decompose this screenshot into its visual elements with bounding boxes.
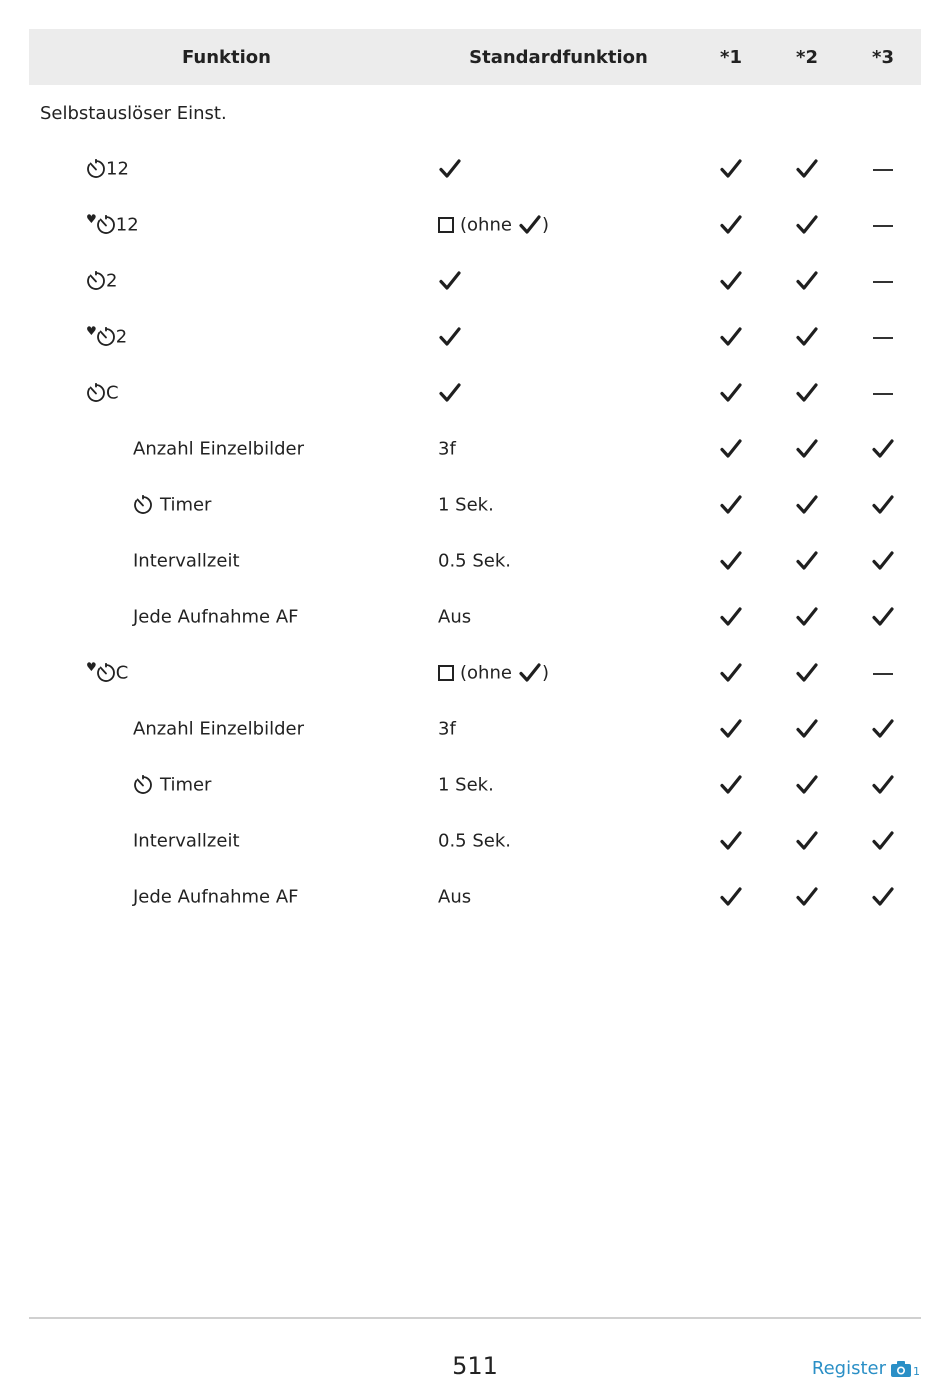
register-subscript: 1 — [913, 1364, 920, 1378]
mode-2-cell — [769, 869, 845, 925]
default-cell — [424, 757, 693, 813]
mode-1-check-icon — [719, 549, 743, 573]
table-row — [29, 813, 921, 869]
default-cell — [424, 421, 693, 477]
mode-2-cell — [769, 253, 845, 309]
mode-3-cell — [845, 253, 921, 309]
indent-cell — [29, 421, 74, 477]
self-timer-icon — [86, 271, 106, 291]
mode-2-check-icon — [795, 829, 819, 853]
function-label: Timer — [160, 494, 212, 516]
self-timer-icon — [86, 383, 106, 403]
function-cell — [121, 869, 424, 925]
default-text: (ohne — [460, 662, 512, 684]
function-cell — [74, 365, 424, 421]
function-label: Intervallzeit — [133, 830, 240, 852]
mode-1-check-icon — [719, 605, 743, 629]
default-text: 0.5 Sek. — [438, 550, 511, 572]
mode-2-cell — [769, 477, 845, 533]
default-cell — [424, 645, 693, 701]
function-cell — [74, 253, 424, 309]
function-cell — [121, 589, 424, 645]
mode-3-check-icon — [871, 605, 895, 629]
mode-2-cell — [769, 757, 845, 813]
mode-2-cell — [769, 533, 845, 589]
mode-2-check-icon — [795, 269, 819, 293]
mode-3-dash-icon — [873, 673, 893, 675]
mode-2-check-icon — [795, 381, 819, 405]
default-check-icon — [518, 661, 542, 685]
settings-table — [29, 29, 921, 925]
function-label: Intervallzeit — [133, 550, 240, 572]
table-row — [29, 645, 921, 701]
mode-3-cell — [845, 589, 921, 645]
function-label: Anzahl Einzelbilder — [133, 438, 304, 460]
table-row — [29, 869, 921, 925]
default-cell — [424, 701, 693, 757]
mode-1-cell — [693, 421, 769, 477]
mode-3-cell — [845, 421, 921, 477]
heart-icon: ♥ — [86, 660, 97, 675]
default-text: 1 Sek. — [438, 774, 494, 796]
mode-1-check-icon — [719, 493, 743, 517]
indent-cell — [74, 701, 121, 757]
mode-3-cell — [845, 309, 921, 365]
header-mode-3: *3 — [845, 29, 921, 85]
default-check-icon — [518, 213, 542, 237]
self-timer-icon — [86, 159, 106, 179]
default-cell — [424, 869, 693, 925]
mode-3-check-icon — [871, 773, 895, 797]
mode-1-cell — [693, 533, 769, 589]
default-text: 3f — [438, 438, 456, 460]
mode-1-cell — [693, 197, 769, 253]
camera-1-icon — [890, 1360, 920, 1378]
default-text: 0.5 Sek. — [438, 830, 511, 852]
self-timer-icon — [133, 775, 153, 795]
default-check-icon — [438, 157, 462, 181]
indent-cell — [74, 757, 121, 813]
mode-2-check-icon — [795, 717, 819, 741]
register-label: Register — [811, 1358, 886, 1379]
mode-3-check-icon — [871, 493, 895, 517]
table-row — [29, 589, 921, 645]
mode-1-cell — [693, 813, 769, 869]
mode-2-cell — [769, 309, 845, 365]
default-text: Aus — [438, 886, 472, 908]
mode-2-cell — [769, 365, 845, 421]
mode-2-cell — [769, 701, 845, 757]
header-mode-1: *1 — [693, 29, 769, 85]
indent-cell — [29, 365, 74, 421]
mode-1-check-icon — [719, 213, 743, 237]
mode-2-check-icon — [795, 549, 819, 573]
mode-2-cell — [769, 141, 845, 197]
mode-1-check-icon — [719, 661, 743, 685]
function-label: 12 — [106, 158, 129, 180]
default-cell — [424, 813, 693, 869]
default-cell — [424, 477, 693, 533]
function-label: C — [106, 382, 119, 404]
mode-3-check-icon — [871, 717, 895, 741]
table-row — [29, 253, 921, 309]
mode-1-cell — [693, 253, 769, 309]
indent-cell — [29, 701, 74, 757]
function-cell — [74, 197, 424, 253]
category-label: Selbstauslöser Einst. — [40, 102, 227, 124]
indent-cell — [74, 813, 121, 869]
self-timer-icon — [96, 663, 116, 683]
mode-3-cell — [845, 533, 921, 589]
mode-2-cell — [769, 813, 845, 869]
default-check-icon — [438, 325, 462, 349]
mode-1-cell — [693, 701, 769, 757]
mode-2-check-icon — [795, 605, 819, 629]
mode-1-cell — [693, 309, 769, 365]
mode-2-cell — [769, 589, 845, 645]
mode-2-check-icon — [795, 661, 819, 685]
mode-1-cell — [693, 645, 769, 701]
mode-2-check-icon — [795, 437, 819, 461]
indent-cell — [74, 421, 121, 477]
mode-3-cell — [845, 869, 921, 925]
default-text: (ohne — [460, 214, 512, 236]
default-suffix: ) — [541, 662, 549, 684]
mode-2-check-icon — [795, 325, 819, 349]
default-cell — [424, 365, 693, 421]
default-cell — [424, 309, 693, 365]
mode-1-cell — [693, 365, 769, 421]
indent-cell — [29, 309, 74, 365]
function-cell — [74, 141, 424, 197]
function-cell — [121, 757, 424, 813]
default-suffix: ) — [541, 214, 549, 236]
page-number: 511 — [452, 1352, 498, 1380]
table-row — [29, 757, 921, 813]
mode-3-cell — [845, 813, 921, 869]
mode-1-check-icon — [719, 437, 743, 461]
mode-1-cell — [693, 589, 769, 645]
indent-cell — [29, 197, 74, 253]
table-row — [29, 701, 921, 757]
function-label: 12 — [115, 214, 139, 236]
mode-1-check-icon — [719, 325, 743, 349]
mode-3-cell — [845, 197, 921, 253]
mode-3-dash-icon — [873, 337, 893, 339]
default-cell — [424, 197, 693, 253]
default-text: Aus — [438, 606, 472, 628]
mode-3-check-icon — [871, 885, 895, 909]
indent-cell — [29, 869, 74, 925]
mode-1-cell — [693, 757, 769, 813]
table-row — [29, 309, 921, 365]
mode-2-check-icon — [795, 157, 819, 181]
mode-3-cell — [845, 141, 921, 197]
default-cell — [424, 533, 693, 589]
mode-1-cell — [693, 869, 769, 925]
mode-2-check-icon — [795, 773, 819, 797]
mode-3-cell — [845, 757, 921, 813]
indent-cell — [29, 477, 74, 533]
indent-cell — [74, 869, 121, 925]
indent-cell — [74, 533, 121, 589]
mode-1-check-icon — [719, 829, 743, 853]
indent-cell — [29, 253, 74, 309]
table-row — [29, 365, 921, 421]
self-timer-icon — [96, 215, 116, 235]
mode-3-dash-icon — [873, 169, 893, 171]
header-funktion: Funktion — [29, 29, 424, 85]
table-row — [29, 477, 921, 533]
function-label: Anzahl Einzelbilder — [133, 718, 304, 740]
mode-3-cell — [845, 645, 921, 701]
mode-1-check-icon — [719, 381, 743, 405]
mode-3-dash-icon — [873, 281, 893, 283]
checkbox-icon — [438, 217, 454, 233]
mode-1-cell — [693, 141, 769, 197]
default-check-icon — [438, 381, 462, 405]
self-timer-icon — [133, 495, 153, 515]
category-row — [29, 85, 921, 141]
table-header-row — [29, 29, 921, 85]
function-cell — [121, 421, 424, 477]
mode-3-cell — [845, 701, 921, 757]
mode-1-check-icon — [719, 717, 743, 741]
header-standardfunktion: Standardfunktion — [424, 29, 693, 85]
checkbox-icon — [438, 665, 454, 681]
indent-cell — [29, 645, 74, 701]
function-cell — [121, 701, 424, 757]
mode-2-check-icon — [795, 493, 819, 517]
mode-2-cell — [769, 645, 845, 701]
mode-1-check-icon — [719, 269, 743, 293]
indent-cell — [29, 813, 74, 869]
function-label: C — [115, 662, 129, 684]
table-row — [29, 197, 921, 253]
mode-3-check-icon — [871, 549, 895, 573]
indent-cell — [29, 533, 74, 589]
default-cell — [424, 141, 693, 197]
self-timer-icon — [96, 327, 116, 347]
mode-1-cell — [693, 477, 769, 533]
function-label: 2 — [106, 270, 118, 292]
table-row — [29, 141, 921, 197]
mode-1-check-icon — [719, 773, 743, 797]
mode-3-cell — [845, 365, 921, 421]
mode-2-check-icon — [795, 885, 819, 909]
mode-2-cell — [769, 197, 845, 253]
function-cell — [74, 309, 424, 365]
indent-cell — [74, 589, 121, 645]
default-cell — [424, 253, 693, 309]
indent-cell — [74, 477, 121, 533]
default-cell — [424, 589, 693, 645]
function-cell — [74, 645, 424, 701]
header-mode-2: *2 — [769, 29, 845, 85]
heart-icon: ♥ — [86, 212, 97, 227]
mode-3-cell — [845, 477, 921, 533]
default-text: 3f — [438, 718, 456, 740]
mode-3-check-icon — [871, 437, 895, 461]
mode-3-dash-icon — [873, 225, 893, 227]
function-label: Jede Aufnahme AF — [133, 886, 299, 908]
footer-divider — [29, 1317, 921, 1319]
table-row — [29, 533, 921, 589]
default-check-icon — [438, 269, 462, 293]
default-text: 1 Sek. — [438, 494, 494, 516]
register-link[interactable] — [812, 1358, 920, 1379]
mode-3-dash-icon — [873, 393, 893, 395]
function-label: 2 — [115, 326, 128, 348]
indent-cell — [29, 141, 74, 197]
indent-cell — [29, 757, 74, 813]
heart-icon: ♥ — [86, 324, 97, 339]
table-row — [29, 421, 921, 477]
mode-1-check-icon — [719, 157, 743, 181]
mode-2-cell — [769, 421, 845, 477]
mode-1-check-icon — [719, 885, 743, 909]
function-cell — [121, 477, 424, 533]
mode-3-check-icon — [871, 829, 895, 853]
indent-cell — [29, 589, 74, 645]
function-cell — [121, 533, 424, 589]
function-cell — [121, 813, 424, 869]
function-label: Timer — [160, 774, 212, 796]
mode-2-check-icon — [795, 213, 819, 237]
function-label: Jede Aufnahme AF — [133, 606, 299, 628]
